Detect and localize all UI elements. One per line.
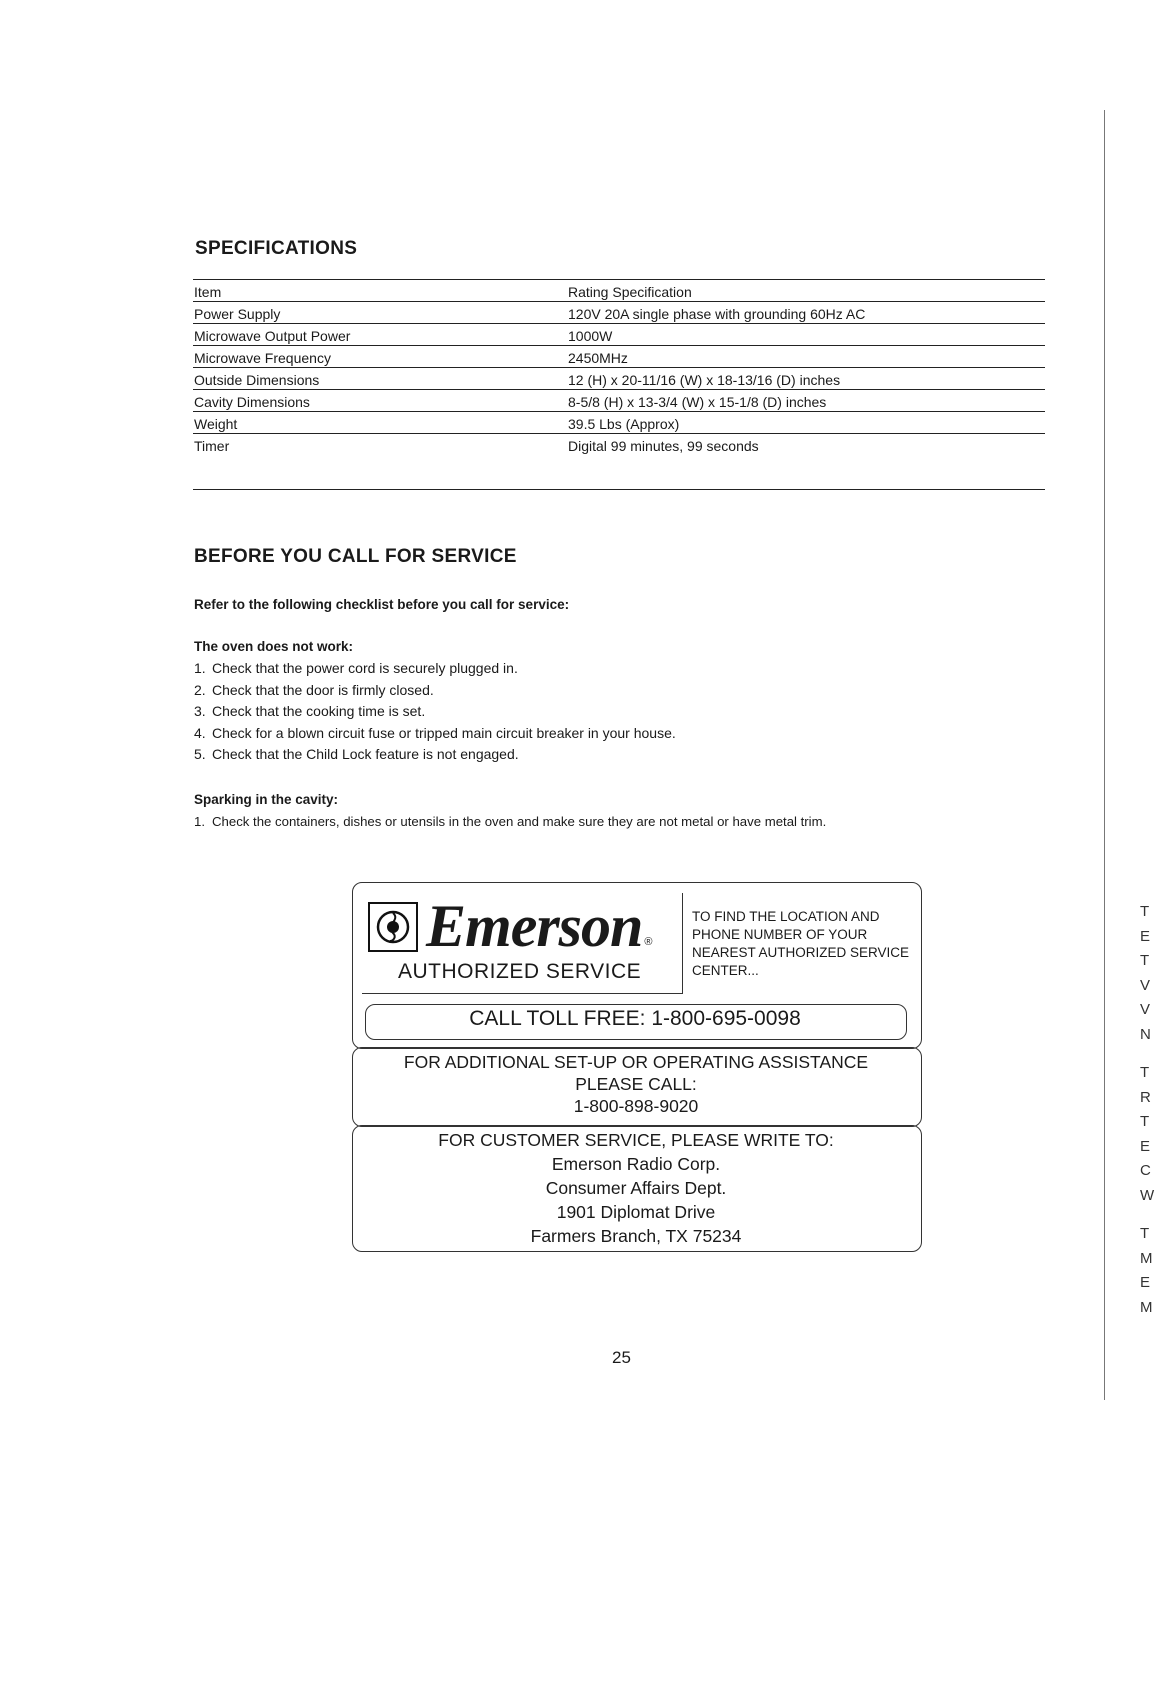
table-row [193,434,1045,456]
header-rating: Rating Specification [567,280,1045,302]
list-item: 3. Check that the cooking time is set. [194,703,426,719]
sparking-checklist [194,811,826,833]
service-title: BEFORE YOU CALL FOR SERVICE [194,546,517,567]
spec-item: Cavity Dimensions [193,390,567,412]
assistance-line2: PLEASE CALL: [575,1074,697,1094]
assistance-phone: 1-800-898-9020 [573,1096,699,1116]
spec-value: 2450MHz [567,346,1045,368]
treble-clef-icon [368,902,418,952]
customer-service-heading: FOR CUSTOMER SERVICE, PLEASE WRITE TO: [438,1130,834,1150]
find-service-text: TO FIND THE LOCATION AND PHONE NUMBER OF YOUR NEAREST AUTHORIZED SERVICE CENTER... [692,909,910,978]
specifications-table [193,279,1045,455]
spec-item: Microwave Output Power [193,324,567,346]
list-item: 1. Check that the power cord is securely plugged in. [194,660,518,676]
address-dept: Consumer Affairs Dept. [545,1178,727,1198]
table-row [193,346,1045,368]
oven-not-work-heading: The oven does not work: [194,639,354,654]
authorized-service-label: AUTHORIZED SERVICE [398,960,642,983]
table-row [193,412,1045,434]
address-street: 1901 Diplomat Drive [556,1202,716,1222]
address-company: Emerson Radio Corp. [551,1154,721,1174]
list-item: 2. Check that the door is firmly closed. [194,681,434,698]
oven-checklist [194,658,676,766]
registered-icon: ® [644,936,653,948]
spec-value: 39.5 Lbs (Approx) [567,412,1045,434]
toll-free-number: CALL TOLL FREE: 1-800-695-0098 [469,1007,801,1030]
spec-item: Power Supply [193,302,567,324]
page-edge-line [1104,110,1105,1400]
assistance-line1: FOR ADDITIONAL SET-UP OR OPERATING ASSISTANCE [403,1052,869,1072]
list-item: 5. Check that the Child Lock feature is not engaged. [194,746,519,762]
emerson-logo [368,893,653,959]
table-bottom-rule [193,489,1045,490]
spec-value: 8-5/8 (H) x 13-3/4 (W) x 15-1/8 (D) inches [567,390,1045,412]
spec-value: Digital 99 minutes, 99 seconds [568,438,759,454]
table-row [193,302,1045,324]
edge-letters: T E T V V N T R T E C W T M E M [1140,903,1155,1316]
specifications-title: SPECIFICATIONS [195,238,358,259]
table-header-row [193,280,1045,302]
emerson-wordmark: Emerson [426,893,643,959]
list-item: 1. Check the containers, dishes or utensils in the oven and make sure they are not metal or have metal trim. [194,814,827,829]
header-item: Item [193,280,567,302]
list-item: 4. Check for a blown circuit fuse or tripped main circuit breaker in your house. [194,724,676,741]
sparking-heading: Sparking in the cavity: [194,792,339,807]
table-row [193,368,1045,390]
spec-item: Outside Dimensions [193,368,567,390]
spec-value: 1000W [567,324,1045,346]
spec-item: Weight [193,412,567,434]
service-intro: Refer to the following checklist before you call for service: [194,597,570,612]
spec-item: Timer [194,438,230,454]
spec-value: 120V 20A single phase with grounding 60Hz AC [567,302,1045,324]
spec-value: 12 (H) x 20-11/16 (W) x 18-13/16 (D) inches [567,368,1045,390]
table-row [193,390,1045,412]
page-number: 25 [612,1348,631,1367]
table-row [193,324,1045,346]
spec-item: Microwave Frequency [193,346,567,368]
address-city: Farmers Branch, TX 75234 [530,1226,742,1246]
